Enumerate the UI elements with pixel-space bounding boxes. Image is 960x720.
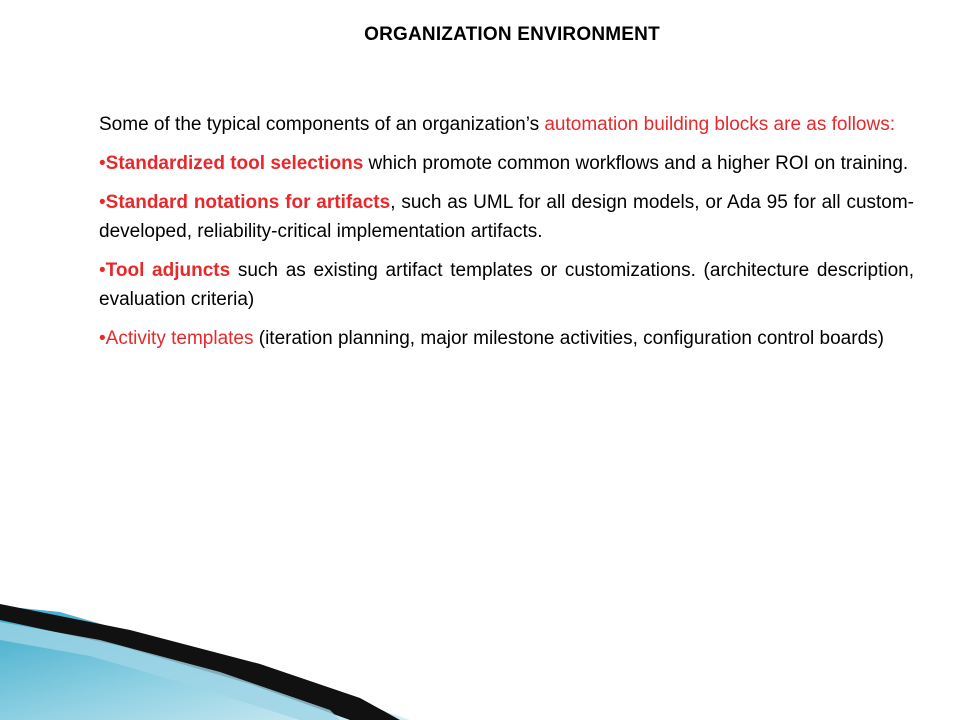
bullet-marker: • <box>99 260 106 281</box>
light-swoosh <box>0 622 340 720</box>
bullet-text: , such as UML for all design models, or Ada 95 for all custom-developed, reliability-critical implementation artifacts. <box>99 192 915 242</box>
slide-title: ORGANIZATION ENVIRONMENT <box>364 24 660 45</box>
bullet-text: which promote common workflows and a higher ROI on training. <box>363 153 909 174</box>
bullet-marker: • <box>99 153 106 174</box>
bullet-text: such as existing artifact templates or customizations. (architecture description, evaluation criteria) <box>99 260 914 310</box>
content-body <box>99 110 914 363</box>
bullet-marker: • <box>99 192 106 213</box>
teal-swoosh <box>0 606 410 720</box>
intro-paragraph <box>99 110 914 139</box>
dark-swoosh <box>0 604 400 720</box>
bullet-item <box>99 149 914 178</box>
bullet-highlight: Standardized tool selections <box>105 153 364 174</box>
bullet-highlight: Activity templates <box>105 328 254 349</box>
intro-plain-text: Some of the typical components of an organization’s <box>99 114 545 135</box>
bullet-highlight: Tool adjuncts <box>105 260 231 281</box>
intro-highlight-text: automation building blocks are as follows: <box>544 114 895 135</box>
bullet-item <box>99 324 914 353</box>
bullet-text: (iteration planning, major milestone activities, configuration control boards) <box>253 328 884 349</box>
bullet-highlight: Standard notations for artifacts <box>105 192 391 213</box>
bullet-item <box>99 256 914 314</box>
bullet-marker: • <box>99 328 106 349</box>
bullet-item <box>99 188 914 246</box>
